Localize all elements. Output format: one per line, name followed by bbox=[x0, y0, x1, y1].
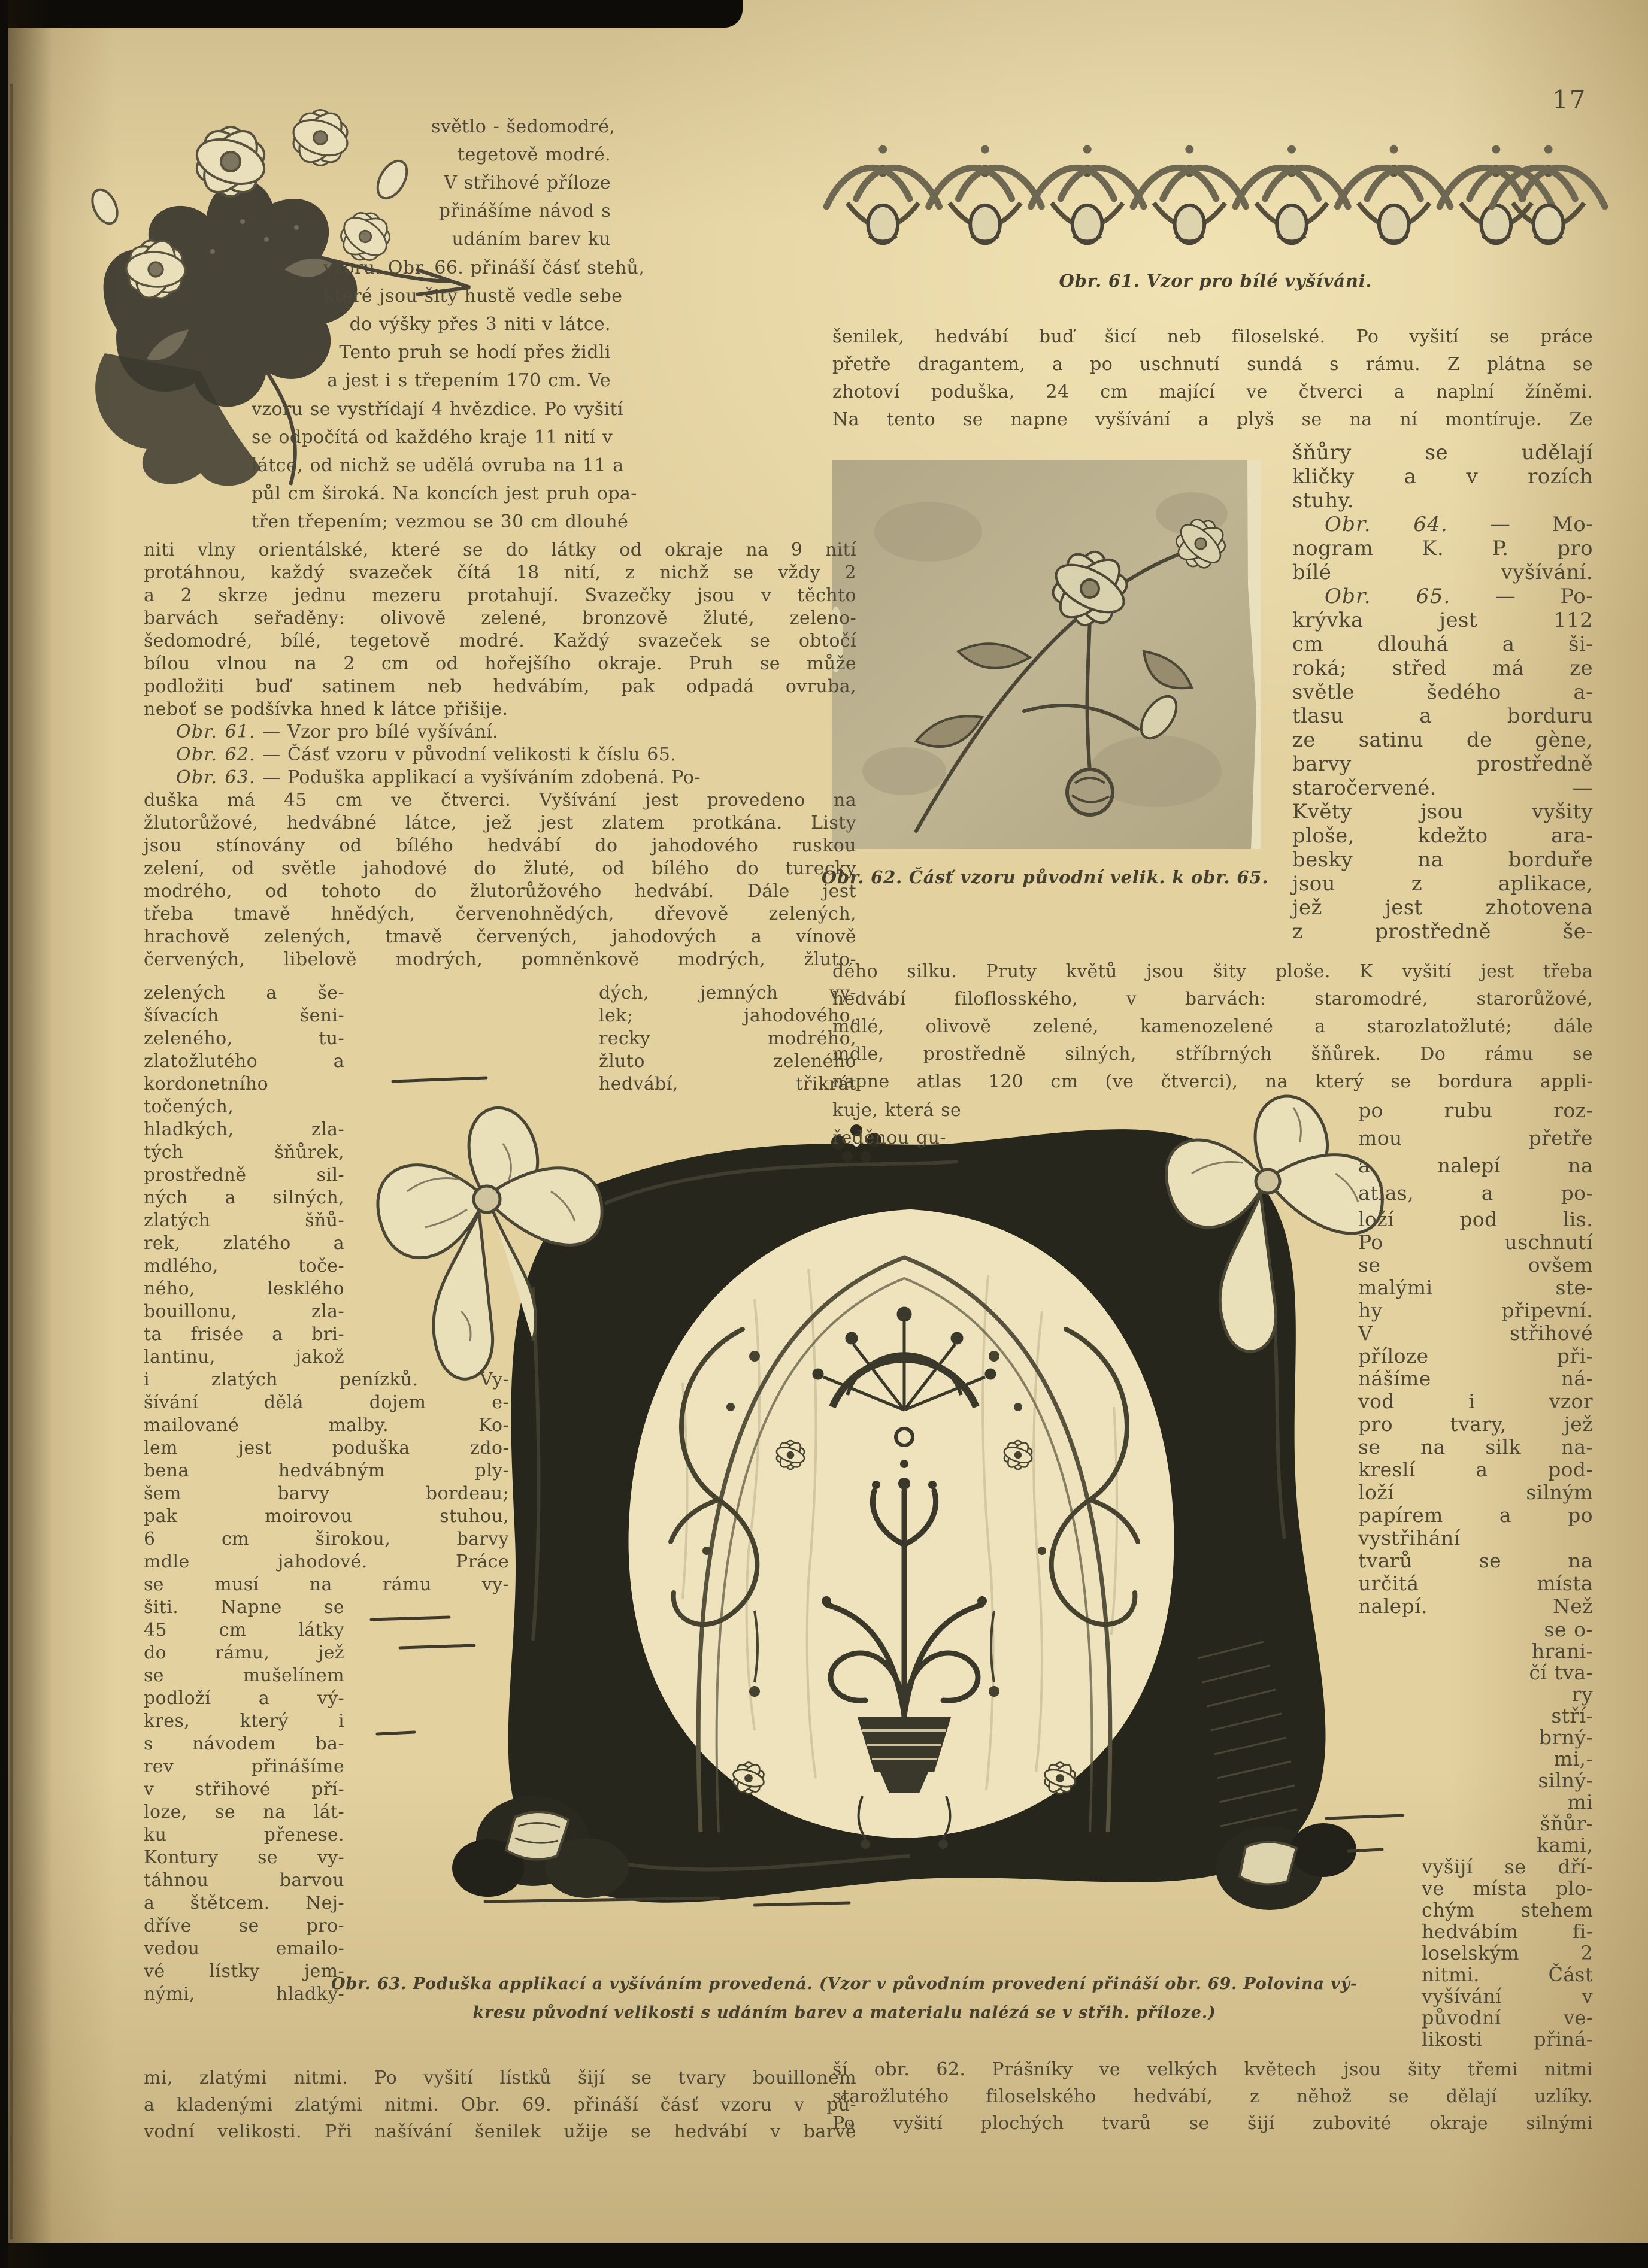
text-line: se mušelínem bbox=[144, 1665, 344, 1686]
scan-bottom-edge bbox=[0, 2243, 1648, 2268]
left-bottom-paragraph bbox=[144, 2064, 856, 2145]
text-line: vé lístky jem- bbox=[144, 1961, 344, 1982]
text-line: vyšijí se dří- bbox=[1422, 1855, 1593, 1878]
text-line: i zlatých penízků. Vy- bbox=[144, 1369, 509, 1390]
text-line: šňůry se udělají bbox=[1292, 441, 1593, 465]
text-line: ploše, kdežto ara- bbox=[1292, 824, 1593, 848]
text-line: kordonetního bbox=[144, 1074, 269, 1094]
text-line: hrani- bbox=[1531, 1639, 1593, 1663]
text-line: protáhnou, každý svazeček čítá 18 nití, z nichž se vždy 2 bbox=[144, 562, 856, 583]
left-intro-block-3 bbox=[252, 395, 637, 536]
text-line: udáním barev ku bbox=[452, 229, 611, 250]
text-line: loží pod lis. bbox=[1358, 1208, 1593, 1231]
border-pattern-figure bbox=[832, 133, 1599, 262]
text-line: mou přetře bbox=[1358, 1126, 1593, 1150]
figure-entry-line: Obr. 61. — Vzor pro bílé vyšívání. bbox=[176, 721, 499, 742]
text-line: modrého, od tohoto do žlutorůžového hedvábí. Dále jest bbox=[144, 881, 856, 902]
text-line: podložiti buď satinem neb hedvábím, pak odpadá ovruba, bbox=[144, 676, 856, 697]
text-line: hedvábím fi- bbox=[1422, 1920, 1593, 1943]
text-line: Obr. 65. — Po- bbox=[1325, 584, 1593, 608]
text-line: z prostředně še- bbox=[1292, 920, 1593, 944]
left-paragraph-2 bbox=[144, 789, 856, 971]
text-line: prostředně sil- bbox=[144, 1165, 344, 1185]
text-line: a nalepí na bbox=[1358, 1154, 1593, 1177]
text-line: přetře dragantem, a po uschnutí sundá s rámu. Z plátna se bbox=[832, 354, 1593, 375]
text-line: rev přinášíme bbox=[144, 1756, 344, 1777]
text-line: krývka jest 112 bbox=[1292, 608, 1593, 632]
figure-63-caption-line2 bbox=[281, 2003, 1407, 2022]
text-line: roká; střed má ze bbox=[1292, 656, 1593, 680]
text-line: dříve se pro- bbox=[144, 1915, 344, 1936]
text-line: stří- bbox=[1551, 1704, 1593, 1727]
right-narrow-column-2 bbox=[1358, 1208, 1593, 1618]
text-line: kami, bbox=[1536, 1833, 1593, 1857]
text-line: světlo - šedomodré, bbox=[431, 116, 616, 137]
figure-61-caption-text: Obr. 61. Vzor pro bílé vyšíváni. bbox=[1059, 271, 1373, 291]
right-fragment-right bbox=[1358, 1097, 1593, 1207]
text-line: staročervené. — bbox=[1292, 776, 1593, 800]
text-line: Tento pruh se hodí přes židli bbox=[339, 342, 611, 363]
text-line: příloze při- bbox=[1358, 1344, 1593, 1368]
text-line: zeleného, tu- bbox=[144, 1028, 344, 1049]
text-line: barvách seřaděny: olivově zelené, bronzově žluté, zeleno- bbox=[144, 608, 856, 629]
text-line: točených, bbox=[144, 1096, 234, 1117]
figure-62-caption-text: Obr. 62. Čásť vzoru původní velik. k obr. 65. bbox=[821, 867, 1269, 887]
text-line: ku přenese. bbox=[144, 1824, 344, 1845]
text-line: ta frisée a bri- bbox=[144, 1324, 344, 1345]
left-intro-block-1 bbox=[431, 113, 616, 253]
text-line: Kontury se vy- bbox=[144, 1847, 344, 1868]
text-line: tvarů se na bbox=[1358, 1549, 1593, 1572]
figure-entry-line: Obr. 62. — Čásť vzoru v původní velikosti k číslu 65. bbox=[176, 744, 677, 765]
text-line: šenilek, hedvábí buď šicí neb filoselské. Po vyšití se práce bbox=[832, 326, 1593, 347]
text-line: kreslí a pod- bbox=[1358, 1458, 1593, 1481]
text-line: v střihové pří- bbox=[144, 1779, 344, 1800]
text-line: pro tvary, jež bbox=[1358, 1412, 1593, 1436]
text-line: šedomodré, bílé, tegetově modré. Každý svazeček se obtočí bbox=[144, 630, 856, 651]
text-line: loselským 2 bbox=[1422, 1942, 1593, 1964]
text-line: a kladenými zlatými nitmi. Obr. 69. přináší čásť vzoru v pů- bbox=[144, 2094, 856, 2115]
text-line: nášíme ná- bbox=[1358, 1367, 1593, 1390]
text-line: jsou z aplikace, bbox=[1292, 872, 1593, 896]
text-line: papírem a po bbox=[1358, 1503, 1593, 1527]
right-narrow-column-3 bbox=[1467, 1619, 1593, 1856]
text-line: niti vlny orientálské, které se do látky od okraje na 9 nití bbox=[144, 539, 856, 560]
text-line: lem jest poduška zdo- bbox=[144, 1438, 509, 1459]
right-fragment-left bbox=[832, 1097, 1018, 1152]
text-line: Po uschnutí bbox=[1358, 1230, 1593, 1254]
text-line: původní ve- bbox=[1422, 2006, 1593, 2029]
figure-63-caption-text1: Obr. 63. Poduška applikací a vyšíváním provedená. (Vzor v původním provedení přináší obr. 69. Polovina vý- bbox=[331, 1975, 1358, 1993]
text-line: starožlutého filoselského hedvábí, z něhož se dělají uzlíky. bbox=[832, 2086, 1593, 2107]
text-line: přinášíme návod s bbox=[438, 201, 611, 222]
text-line: mdle jahodové. Práce bbox=[144, 1551, 509, 1572]
text-line: a štětcem. Nej- bbox=[144, 1893, 344, 1914]
text-line: dého silku. Pruty květů jsou šity ploše. K vyšití jest třeba bbox=[832, 961, 1593, 982]
text-line: kuje, která se bbox=[832, 1100, 962, 1121]
flower-pattern-figure bbox=[832, 460, 1261, 849]
text-line: zelení, od světle jahodové do žluté, od bílého do turecky bbox=[144, 858, 856, 879]
text-line: mdlé, olivově zelené, kamenozelené a starozlatožluté; dále bbox=[832, 1016, 1593, 1037]
text-line: třen třepením; vezmou se 30 cm dlouhé bbox=[252, 511, 629, 532]
text-line: chým stehem bbox=[1422, 1899, 1593, 1921]
text-line: cm dlouhá a ši- bbox=[1292, 632, 1593, 656]
text-line: které jsou šity hustě vedle sebe bbox=[323, 286, 623, 307]
text-line: mdlého, toče- bbox=[144, 1256, 344, 1276]
text-line: ředěnou gu- bbox=[832, 1127, 946, 1148]
text-line: tlasu a borduru bbox=[1292, 704, 1593, 728]
binding-crease-line bbox=[10, 84, 13, 2239]
figure-63-caption-text2: kresu původní velikosti s udáním barev a materialu nalézá se v střih. příloze.) bbox=[472, 2003, 1216, 2022]
text-line: pak moirovou stuhou, bbox=[144, 1506, 509, 1527]
text-line: zhotoví poduška, 24 cm mající ve čtverci a naplní žíněmi. bbox=[832, 381, 1593, 402]
text-line: zlatožlutého a bbox=[144, 1051, 344, 1072]
text-line: neboť se podšívka hned k látce přišije. bbox=[144, 699, 508, 720]
text-line: rek, zlatého a bbox=[144, 1233, 344, 1254]
text-line: nalepí. Než bbox=[1358, 1594, 1593, 1618]
right-bottom-paragraph bbox=[832, 2056, 1593, 2137]
text-line: nitmi. Část bbox=[1422, 1963, 1593, 1986]
text-line: mailované malby. Ko- bbox=[144, 1415, 509, 1436]
text-line: loží silným bbox=[1358, 1481, 1593, 1504]
text-line: 45 cm látky bbox=[144, 1620, 344, 1641]
right-paragraph-2 bbox=[832, 958, 1593, 1096]
right-paragraph-1 bbox=[832, 323, 1593, 433]
text-line: čí tva- bbox=[1529, 1661, 1593, 1684]
text-line: a 2 skrze jednu mezeru protahují. Svazečky jsou v těchto bbox=[144, 585, 856, 606]
left-intro-block-2 bbox=[323, 254, 645, 395]
text-line: mi, zlatými nitmi. Po vyšití lístků šijí se tvary bouillonem bbox=[144, 2067, 856, 2088]
text-line: nogram K. P. pro bbox=[1292, 536, 1593, 560]
text-line: jsou stínovány od bílého hedvábí do jahodového ruskou bbox=[144, 835, 856, 856]
text-line: šiti. Napne se bbox=[144, 1597, 344, 1618]
text-line: barvy prostředně bbox=[1292, 752, 1593, 776]
text-line: hedvábí, třikrát bbox=[599, 1074, 856, 1094]
text-line: recky modrého, bbox=[599, 1028, 856, 1049]
scan-left-edge bbox=[0, 0, 8, 2268]
text-line: vodní velikosti. Při našívání šenilek užije se hedvábí v barvě bbox=[144, 2121, 856, 2142]
text-line: hrachově zelených, tmavě červených, jahodových a vínově bbox=[144, 926, 856, 947]
text-line: duška má 45 cm ve čtverci. Vyšívání jest provedeno na bbox=[144, 790, 856, 811]
text-line: vyšívání v bbox=[1422, 1985, 1593, 2008]
text-line: lek; jahodového, bbox=[599, 1005, 856, 1026]
left-wide-column bbox=[144, 1369, 509, 1596]
text-line: hladkých, zla- bbox=[144, 1119, 344, 1140]
text-line: stuhy. bbox=[1292, 489, 1354, 513]
text-line: brný- bbox=[1539, 1726, 1593, 1749]
left-narrow-column-2 bbox=[144, 1596, 344, 2006]
text-line: silný- bbox=[1538, 1769, 1593, 1792]
text-line: bílou vlnou na 2 cm od hořejšího okraje. Pruh se může bbox=[144, 653, 856, 674]
text-line: atlas, a po- bbox=[1358, 1181, 1593, 1205]
text-line: loze, se na lát- bbox=[144, 1802, 344, 1823]
text-line: hedvábí filoflosského, v barvách: staromodré, starorůžové, bbox=[832, 989, 1593, 1009]
text-line: se ovšem bbox=[1358, 1253, 1593, 1276]
text-line: kres, který i bbox=[144, 1711, 344, 1732]
text-line: ve místa plo- bbox=[1422, 1877, 1593, 1900]
text-line: látce, od nichž se udělá ovruba na 11 a bbox=[252, 455, 624, 476]
text-line: vystřihání bbox=[1358, 1526, 1461, 1550]
left-figure-entries bbox=[144, 721, 856, 789]
text-line: žluto zeleného bbox=[599, 1051, 856, 1072]
text-line: likosti přiná- bbox=[1422, 2028, 1593, 2051]
text-line: V střihové příloze bbox=[444, 172, 611, 193]
text-line: do výšky přes 3 niti v látce. bbox=[349, 314, 611, 335]
text-line: Obr. 64. — Mo- bbox=[1325, 513, 1593, 536]
text-line: bena hedvábným ply- bbox=[144, 1460, 509, 1481]
text-line: se musí na rámu vy- bbox=[144, 1574, 509, 1595]
text-line: se o- bbox=[1544, 1618, 1593, 1641]
page-number: 17 bbox=[1552, 85, 1587, 114]
text-line: bílé vyšívání. bbox=[1292, 560, 1593, 584]
text-line: třeba tmavě hnědých, červenohnědých, dřevově zelených, bbox=[144, 903, 856, 924]
text-line: lantinu, jakož bbox=[144, 1347, 344, 1368]
left-narrow-column-1 bbox=[144, 982, 344, 1369]
text-line: ných a silných, bbox=[144, 1187, 344, 1208]
text-line: se odpočítá od každého kraje 11 nití v bbox=[252, 427, 613, 448]
left-paragraph-1-last bbox=[144, 698, 856, 721]
text-line: světle šedého a- bbox=[1292, 680, 1593, 704]
scan-top-edge bbox=[0, 0, 743, 28]
text-line: po rubu roz- bbox=[1358, 1099, 1593, 1122]
right-narrow-column-4 bbox=[1422, 1856, 1593, 2050]
text-line: šem barvy bordeau; bbox=[144, 1483, 509, 1504]
text-line: zelených a še- bbox=[144, 983, 344, 1003]
figure-entry-line: Obr. 63. — Poduška applikací a vyšíváním zdobená. Po- bbox=[176, 767, 701, 788]
text-line: s návodem ba- bbox=[144, 1733, 344, 1754]
text-line: vzoru. Obr. 66. přináší čásť stehů, bbox=[323, 257, 645, 278]
text-line: dých, jemných vy- bbox=[599, 983, 856, 1003]
text-line: žlutorůžové, hedvábné látce, jež jest zlatem protkána. Listy bbox=[144, 812, 856, 833]
text-line: vedou emailo- bbox=[144, 1938, 344, 1959]
text-line: se na silk na- bbox=[1358, 1435, 1593, 1459]
text-line: ry bbox=[1571, 1682, 1593, 1706]
text-line: podloží a vý- bbox=[144, 1688, 344, 1709]
figure-62-caption bbox=[802, 867, 1288, 887]
figure-61-caption bbox=[832, 271, 1599, 291]
text-line: mi,- bbox=[1553, 1747, 1593, 1770]
text-line: tegetově modré. bbox=[458, 144, 611, 165]
figure-63-caption-line1 bbox=[281, 1975, 1407, 1993]
text-line: do rámu, jež bbox=[144, 1642, 344, 1663]
text-line: malými ste- bbox=[1358, 1276, 1593, 1299]
text-line: táhnou barvou bbox=[144, 1870, 344, 1891]
text-line: červených, libelově modrých, pomněnkově modrých, žluto- bbox=[144, 949, 856, 970]
text-line: ze satinu de gène, bbox=[1292, 728, 1593, 752]
text-line: Po vyšití plochých tvarů se šijí zubovité okraje silnými bbox=[832, 2113, 1593, 2134]
text-line: 6 cm širokou, barvy bbox=[144, 1529, 509, 1550]
text-line: hy připevní. bbox=[1358, 1299, 1593, 1322]
text-line: besky na borduře bbox=[1292, 848, 1593, 872]
left-paragraph-1 bbox=[144, 539, 856, 698]
text-line: šňůr- bbox=[1540, 1812, 1593, 1835]
text-line: šívacích šeni- bbox=[144, 1005, 344, 1026]
text-line: šívání dělá dojem e- bbox=[144, 1392, 509, 1413]
text-line: mdle, prostředně silných, stříbrných šňůrek. Do rámu se bbox=[832, 1044, 1593, 1065]
text-line: kličky a v rozích bbox=[1292, 465, 1593, 489]
text-line: Na tento se napne vyšívání a plyš se na ní montíruje. Ze bbox=[832, 409, 1593, 430]
text-line: Květy jsou vyšity bbox=[1292, 800, 1593, 824]
text-line: zlatých šňů- bbox=[144, 1210, 344, 1231]
text-line: napne atlas 120 cm (ve čtverci), na který se bordura appli- bbox=[832, 1071, 1593, 1092]
text-line: nými, hladký- bbox=[144, 1984, 344, 2005]
text-line: a jest i s třepením 170 cm. Ve bbox=[327, 370, 611, 391]
text-line: tých šňůrek, bbox=[144, 1142, 344, 1163]
text-line: půl cm široká. Na koncích jest pruh opa- bbox=[252, 483, 637, 504]
text-line: vod i vzor bbox=[1358, 1390, 1593, 1413]
mid-fragment-column bbox=[599, 982, 856, 1096]
right-narrow-column-1 bbox=[1292, 441, 1593, 944]
text-line: mi bbox=[1567, 1790, 1593, 1814]
text-line: určitá místa bbox=[1358, 1572, 1593, 1595]
text-line: ného, lesklého bbox=[144, 1278, 344, 1299]
text-line: vzoru se vystřídají 4 hvězdice. Po vyšití bbox=[252, 399, 623, 420]
text-line: ší obr. 62. Prášníky ve velkých květech jsou šity třemi nitmi bbox=[832, 2059, 1593, 2080]
text-line: jež jest zhotovena bbox=[1292, 896, 1593, 920]
text-line: V střihové bbox=[1358, 1321, 1593, 1345]
text-line: bouillonu, zla- bbox=[144, 1301, 344, 1322]
